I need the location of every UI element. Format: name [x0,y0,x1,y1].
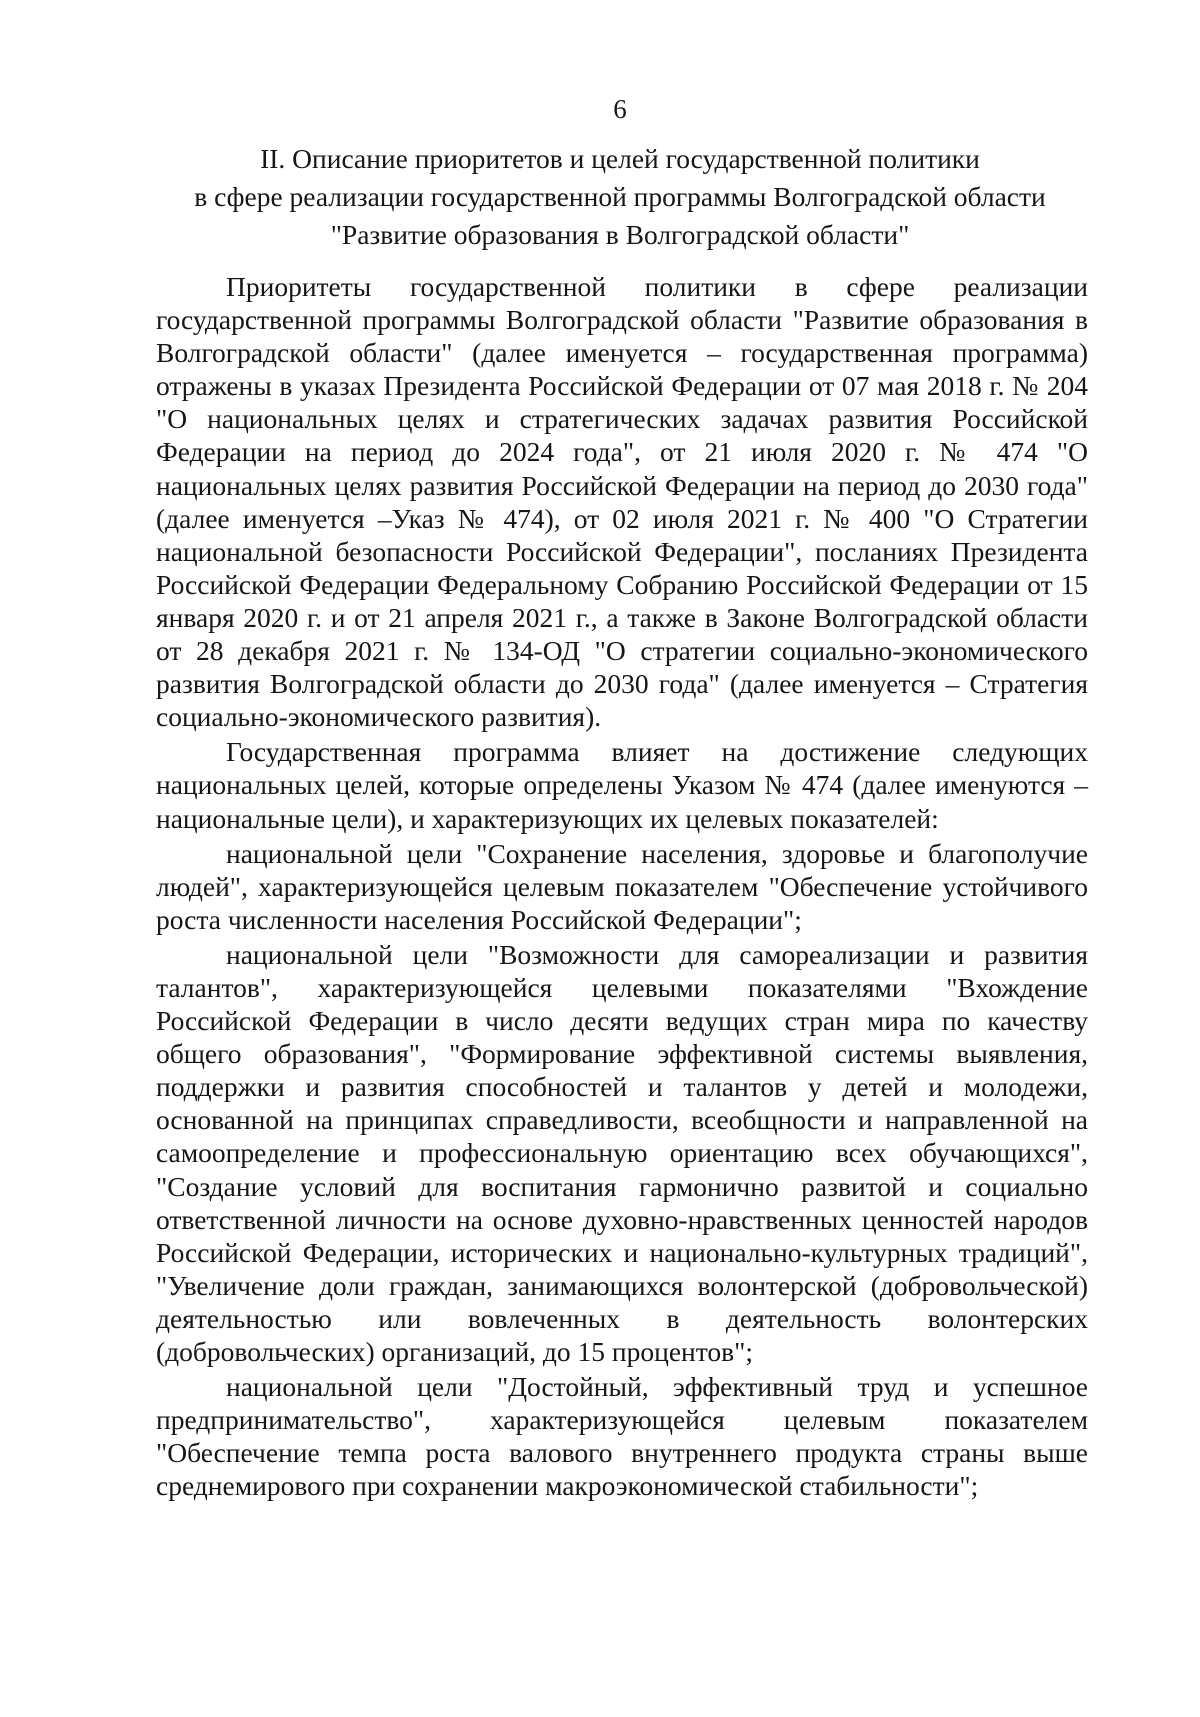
section-heading-line-3: "Развитие образования в Волгоградской области" [330,219,910,250]
section-heading-line-1: II. Описание приоритетов и целей государственной политики [260,143,980,174]
section-heading-line-2: в сфере реализации государственной программы Волгоградской области [194,181,1046,212]
paragraph-goal-population: национальной цели "Сохранение населения, здоровье и благополучие людей", характеризующейся целевым показателем "Обеспечение устойчивого роста численности населения Российской Федерации"; [156,837,1088,935]
page-number: 6 [613,94,627,124]
paragraph-goal-labor: национальной цели "Достойный, эффективный труд и успешное предпринимательство", характеризующейся целевым показателем "Обеспечение темпа роста валового внутреннего продукта страны выше среднемирового при сохранении макроэкономической стабильности"; [156,1371,1088,1502]
paragraph-goal-talents: национальной цели "Возможности для самореализации и развития талантов", характеризующейся целевыми показателями "Вхождение Российской Федерации в число десяти ведущих стран мира по качеству общего образования", "Формирование эффективной системы выявления, поддержки и развития способностей и талантов у детей и молодежи, основанной на принципах справедливости, всеобщности и направленной на самоопределение и профессиональную ориентацию всех обучающихся", "Создание условий для воспитания гармонично развитой и социально ответственной личности на основе духовно-нравственных ценностей народов Российской Федерации, исторических и национально-культурных традиций", "Увеличение доли граждан, занимающихся волонтерской (добровольческой) деятельностью или вовлеченных в деятельность волонтерских (добровольческих) организаций, до 15 процентов"; [156,938,1088,1367]
paragraph-priorities: Приоритеты государственной политики в сфере реализации государственной программы Волгоградской области "Развитие образования в Волгоградской области" (далее именуется – государственная программа) отражены в указах Президента Российской Федерации от 07 мая 2018 г. № 204 "О национальных целях и стратегических задачах развития Российской Федерации на период до 2024 года", от 21 июля 2020 г. № 474 "О национальных целях развития Российской Федерации на период до 2030 года" (далее именуется –Указ № 474), от 02 июля 2021 г. № 400 "О Стратегии национальной безопасности Российской Федерации", посланиях Президента Российской Федерации Федеральному Собранию Российской Федерации от 15 января 2020 г. и от 21 апреля 2021 г., а также в Законе Волгоградской области от 28 декабря 2021 г. № 134-ОД "О стратегии социально-экономического развития Волгоградской области до 2030 года" (далее именуется – Стратегия социально-экономического развития). [156,271,1088,733]
paragraph-national-goals-intro: Государственная программа влияет на достижение следующих национальных целей, которые определены Указом № 474 (далее именуются – национальные цели), и характеризующих их целевых показателей: [156,736,1088,834]
section-heading [150,140,1090,254]
body-text [156,270,1088,1502]
